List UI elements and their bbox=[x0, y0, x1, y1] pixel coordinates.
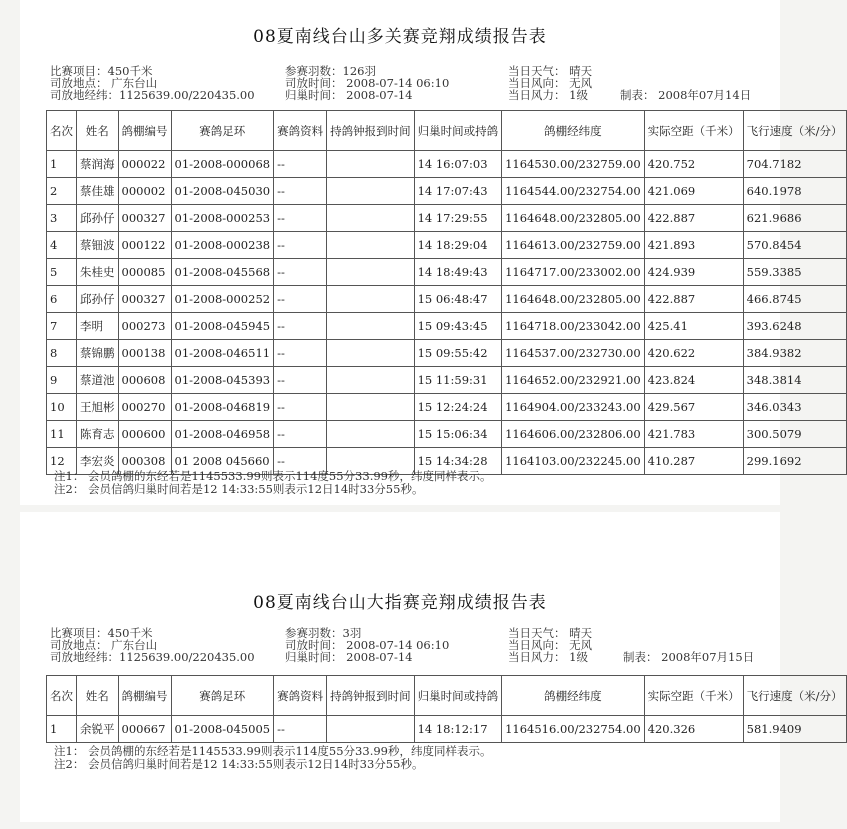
cell-distance: 422.887 bbox=[644, 205, 743, 232]
cell-clock-time bbox=[327, 232, 415, 259]
cell-coords: 1164648.00/232805.00 bbox=[502, 205, 645, 232]
cell-loft-id: 000122 bbox=[118, 232, 171, 259]
cell-rank: 1 bbox=[47, 716, 77, 743]
col-return-time: 归巢时间或持鸽 bbox=[414, 676, 502, 716]
cell-clock-time bbox=[327, 259, 415, 286]
cell-name: 蔡道池 bbox=[77, 367, 119, 394]
cell-info: -- bbox=[274, 394, 327, 421]
table-row bbox=[47, 313, 847, 340]
cell-loft-id: 000327 bbox=[118, 205, 171, 232]
bird-count: 参赛羽数：126羽 bbox=[285, 64, 376, 78]
cell-name: 王旭彬 bbox=[77, 394, 119, 421]
release-coords: 司放地经纬：1125639.00/220435.00 bbox=[50, 88, 255, 102]
cell-loft-id: 000327 bbox=[118, 286, 171, 313]
cell-coords: 1164103.00/232245.00 bbox=[502, 448, 645, 475]
col-distance: 实际空距（千米） bbox=[644, 676, 743, 716]
cell-info: -- bbox=[274, 151, 327, 178]
cell-ring: 01-2008-045005 bbox=[171, 716, 274, 743]
cell-return-time: 14 18:29:04 bbox=[414, 232, 502, 259]
report-sheet-1 bbox=[20, 0, 843, 505]
cell-speed: 348.3814 bbox=[743, 367, 846, 394]
col-info: 赛鸽资料 bbox=[274, 676, 327, 716]
cell-info: -- bbox=[274, 421, 327, 448]
cell-rank: 9 bbox=[47, 367, 77, 394]
cell-speed: 299.1692 bbox=[743, 448, 846, 475]
col-loft-id: 鸽棚编号 bbox=[118, 111, 171, 151]
cell-return-time: 14 17:07:43 bbox=[414, 178, 502, 205]
cell-rank: 1 bbox=[47, 151, 77, 178]
cell-loft-id: 000667 bbox=[118, 716, 171, 743]
report-title: 08夏南线台山大指赛竞翔成绩报告表 bbox=[253, 593, 547, 613]
report-sheet-2 bbox=[20, 512, 843, 822]
cell-loft-id: 000022 bbox=[118, 151, 171, 178]
cell-distance: 420.326 bbox=[644, 716, 743, 743]
cell-name: 邱孙仔 bbox=[77, 286, 119, 313]
cell-return-time: 14 18:49:43 bbox=[414, 259, 502, 286]
cell-return-time: 15 09:43:45 bbox=[414, 313, 502, 340]
cell-clock-time bbox=[327, 151, 415, 178]
cell-loft-id: 000002 bbox=[118, 178, 171, 205]
notes bbox=[54, 470, 491, 496]
weather: 当日天气： 晴天 bbox=[508, 64, 593, 78]
cell-return-time: 14 16:07:03 bbox=[414, 151, 502, 178]
report-title: 08夏南线台山多关赛竞翔成绩报告表 bbox=[253, 27, 547, 47]
cell-distance: 424.939 bbox=[644, 259, 743, 286]
cell-rank: 7 bbox=[47, 313, 77, 340]
meta-left bbox=[50, 65, 255, 101]
race-item: 比赛项目：450千米 bbox=[50, 64, 153, 78]
cell-rank: 10 bbox=[47, 394, 77, 421]
bird-count: 参赛羽数：3羽 bbox=[285, 626, 362, 640]
cell-info: -- bbox=[274, 286, 327, 313]
cell-rank: 8 bbox=[47, 340, 77, 367]
meta-right bbox=[508, 627, 592, 663]
cell-loft-id: 000608 bbox=[118, 367, 171, 394]
cell-info: -- bbox=[274, 313, 327, 340]
cell-loft-id: 000085 bbox=[118, 259, 171, 286]
col-name: 姓名 bbox=[77, 676, 119, 716]
col-return-time: 归巢时间或持鸽 bbox=[414, 111, 502, 151]
cell-coords: 1164606.00/232806.00 bbox=[502, 421, 645, 448]
cell-info: -- bbox=[274, 367, 327, 394]
return-time: 归巢时间： 2008-07-14 bbox=[285, 650, 413, 664]
table-row bbox=[47, 340, 847, 367]
cell-info: -- bbox=[274, 205, 327, 232]
col-ring: 赛鸽足环 bbox=[171, 676, 274, 716]
table-row bbox=[47, 259, 847, 286]
cell-distance: 420.622 bbox=[644, 340, 743, 367]
cell-name: 蔡润海 bbox=[77, 151, 119, 178]
cell-clock-time bbox=[327, 340, 415, 367]
cell-loft-id: 000270 bbox=[118, 394, 171, 421]
cell-speed: 393.6248 bbox=[743, 313, 846, 340]
meta-left bbox=[50, 627, 255, 663]
cell-return-time: 14 17:29:55 bbox=[414, 205, 502, 232]
meta-mid bbox=[285, 627, 449, 663]
cell-return-time: 15 14:34:28 bbox=[414, 448, 502, 475]
cell-coords: 1164537.00/232730.00 bbox=[502, 340, 645, 367]
cell-return-time: 14 18:12:17 bbox=[414, 716, 502, 743]
release-place: 司放地点： 广东台山 bbox=[50, 638, 158, 652]
cell-name: 陈育志 bbox=[77, 421, 119, 448]
cell-name: 李宏炎 bbox=[77, 448, 119, 475]
col-info: 赛鸽资料 bbox=[274, 111, 327, 151]
cell-name: 蔡钿波 bbox=[77, 232, 119, 259]
made-date: 制表： 2008年07月14日 bbox=[620, 88, 752, 102]
note-1: 注1： 会员鸽棚的东经若是1145533.99则表示114度55分33.99秒，纬度同样表示。 bbox=[54, 744, 492, 758]
wind-direction: 当日风向： 无风 bbox=[508, 76, 593, 90]
cell-name: 蔡锦鹏 bbox=[77, 340, 119, 367]
col-speed: 飞行速度（米/分） bbox=[743, 111, 846, 151]
col-coords: 鸽棚经纬度 bbox=[502, 676, 645, 716]
cell-ring: 01-2008-045945 bbox=[171, 313, 274, 340]
table-row bbox=[47, 232, 847, 259]
cell-coords: 1164613.00/232759.00 bbox=[502, 232, 645, 259]
cell-ring: 01-2008-045568 bbox=[171, 259, 274, 286]
cell-ring: 01-2008-000253 bbox=[171, 205, 274, 232]
results-table bbox=[46, 110, 847, 475]
note-1: 注1： 会员鸽棚的东经若是1145533.99则表示114度55分33.99秒，纬度同样表示。 bbox=[54, 469, 492, 483]
cell-return-time: 15 12:24:24 bbox=[414, 394, 502, 421]
col-speed: 飞行速度（米/分） bbox=[743, 676, 846, 716]
col-clock-time: 持鸽钟报到时间 bbox=[327, 111, 415, 151]
meta-mid bbox=[285, 65, 449, 101]
cell-info: -- bbox=[274, 178, 327, 205]
cell-rank: 4 bbox=[47, 232, 77, 259]
cell-info: -- bbox=[274, 716, 327, 743]
wind-force: 当日风力： 1级 bbox=[508, 650, 588, 664]
wind-force: 当日风力： 1级 bbox=[508, 88, 588, 102]
cell-speed: 466.8745 bbox=[743, 286, 846, 313]
table-row bbox=[47, 286, 847, 313]
cell-return-time: 15 15:06:34 bbox=[414, 421, 502, 448]
cell-loft-id: 000138 bbox=[118, 340, 171, 367]
table-row bbox=[47, 178, 847, 205]
cell-clock-time bbox=[327, 313, 415, 340]
cell-ring: 01 2008 045660 bbox=[171, 448, 274, 475]
results-table bbox=[46, 675, 847, 743]
cell-ring: 01-2008-046958 bbox=[171, 421, 274, 448]
cell-ring: 01-2008-000068 bbox=[171, 151, 274, 178]
col-distance: 实际空距（千米） bbox=[644, 111, 743, 151]
wind-direction: 当日风向： 无风 bbox=[508, 638, 593, 652]
cell-info: -- bbox=[274, 259, 327, 286]
table-header-row bbox=[47, 111, 847, 151]
cell-speed: 704.7182 bbox=[743, 151, 846, 178]
table-row bbox=[47, 394, 847, 421]
cell-distance: 429.567 bbox=[644, 394, 743, 421]
cell-speed: 346.0343 bbox=[743, 394, 846, 421]
col-name: 姓名 bbox=[77, 111, 119, 151]
notes bbox=[54, 745, 491, 771]
release-place: 司放地点： 广东台山 bbox=[50, 76, 158, 90]
return-time: 归巢时间： 2008-07-14 bbox=[285, 88, 413, 102]
cell-name: 邱孙仔 bbox=[77, 205, 119, 232]
cell-rank: 2 bbox=[47, 178, 77, 205]
cell-return-time: 15 09:55:42 bbox=[414, 340, 502, 367]
cell-rank: 11 bbox=[47, 421, 77, 448]
col-rank: 名次 bbox=[47, 676, 77, 716]
cell-coords: 1164717.00/233002.00 bbox=[502, 259, 645, 286]
cell-coords: 1164904.00/233243.00 bbox=[502, 394, 645, 421]
table-row bbox=[47, 367, 847, 394]
cell-loft-id: 000273 bbox=[118, 313, 171, 340]
cell-distance: 410.287 bbox=[644, 448, 743, 475]
table-row bbox=[47, 205, 847, 232]
cell-clock-time bbox=[327, 421, 415, 448]
cell-rank: 3 bbox=[47, 205, 77, 232]
cell-clock-time bbox=[327, 205, 415, 232]
table-header-row bbox=[47, 676, 847, 716]
col-clock-time: 持鸽钟报到时间 bbox=[327, 676, 415, 716]
cell-rank: 12 bbox=[47, 448, 77, 475]
cell-return-time: 15 11:59:31 bbox=[414, 367, 502, 394]
cell-loft-id: 000308 bbox=[118, 448, 171, 475]
cell-coords: 1164530.00/232759.00 bbox=[502, 151, 645, 178]
cell-clock-time bbox=[327, 367, 415, 394]
cell-coords: 1164544.00/232754.00 bbox=[502, 178, 645, 205]
cell-distance: 425.41 bbox=[644, 313, 743, 340]
cell-speed: 300.5079 bbox=[743, 421, 846, 448]
cell-ring: 01-2008-000238 bbox=[171, 232, 274, 259]
cell-ring: 01-2008-045393 bbox=[171, 367, 274, 394]
cell-rank: 6 bbox=[47, 286, 77, 313]
cell-rank: 5 bbox=[47, 259, 77, 286]
table-row bbox=[47, 716, 847, 743]
cell-distance: 421.069 bbox=[644, 178, 743, 205]
cell-ring: 01-2008-046819 bbox=[171, 394, 274, 421]
meta-right bbox=[508, 65, 592, 101]
cell-distance: 422.887 bbox=[644, 286, 743, 313]
cell-ring: 01-2008-045030 bbox=[171, 178, 274, 205]
note-2: 注2： 会员信鸽归巢时间若是12 14:33:55则表示12日14时33分55秒。 bbox=[54, 482, 424, 496]
col-ring: 赛鸽足环 bbox=[171, 111, 274, 151]
col-loft-id: 鸽棚编号 bbox=[118, 676, 171, 716]
cell-return-time: 15 06:48:47 bbox=[414, 286, 502, 313]
cell-clock-time bbox=[327, 716, 415, 743]
release-time: 司放时间： 2008-07-14 06:10 bbox=[285, 76, 450, 90]
table-row bbox=[47, 421, 847, 448]
col-coords: 鸽棚经纬度 bbox=[502, 111, 645, 151]
cell-loft-id: 000600 bbox=[118, 421, 171, 448]
cell-info: -- bbox=[274, 448, 327, 475]
table-row bbox=[47, 151, 847, 178]
cell-name: 蔡佳雄 bbox=[77, 178, 119, 205]
cell-name: 李明 bbox=[77, 313, 119, 340]
cell-speed: 384.9382 bbox=[743, 340, 846, 367]
cell-ring: 01-2008-046511 bbox=[171, 340, 274, 367]
note-2: 注2： 会员信鸽归巢时间若是12 14:33:55则表示12日14时33分55秒。 bbox=[54, 757, 424, 771]
col-rank: 名次 bbox=[47, 111, 77, 151]
cell-coords: 1164516.00/232754.00 bbox=[502, 716, 645, 743]
cell-distance: 421.783 bbox=[644, 421, 743, 448]
cell-distance: 420.752 bbox=[644, 151, 743, 178]
cell-ring: 01-2008-000252 bbox=[171, 286, 274, 313]
cell-name: 余锐平 bbox=[77, 716, 119, 743]
cell-info: -- bbox=[274, 340, 327, 367]
cell-name: 朱桂史 bbox=[77, 259, 119, 286]
cell-speed: 570.8454 bbox=[743, 232, 846, 259]
release-coords: 司放地经纬：1125639.00/220435.00 bbox=[50, 650, 255, 664]
cell-clock-time bbox=[327, 394, 415, 421]
cell-speed: 621.9686 bbox=[743, 205, 846, 232]
cell-coords: 1164648.00/232805.00 bbox=[502, 286, 645, 313]
cell-coords: 1164718.00/233042.00 bbox=[502, 313, 645, 340]
weather: 当日天气： 晴天 bbox=[508, 626, 593, 640]
cell-speed: 640.1978 bbox=[743, 178, 846, 205]
cell-speed: 559.3385 bbox=[743, 259, 846, 286]
cell-distance: 423.824 bbox=[644, 367, 743, 394]
cell-distance: 421.893 bbox=[644, 232, 743, 259]
cell-coords: 1164652.00/232921.00 bbox=[502, 367, 645, 394]
cell-clock-time bbox=[327, 286, 415, 313]
race-item: 比赛项目：450千米 bbox=[50, 626, 153, 640]
made-date: 制表： 2008年07月15日 bbox=[623, 650, 755, 664]
cell-info: -- bbox=[274, 232, 327, 259]
cell-clock-time bbox=[327, 178, 415, 205]
cell-speed: 581.9409 bbox=[743, 716, 846, 743]
release-time: 司放时间： 2008-07-14 06:10 bbox=[285, 638, 450, 652]
